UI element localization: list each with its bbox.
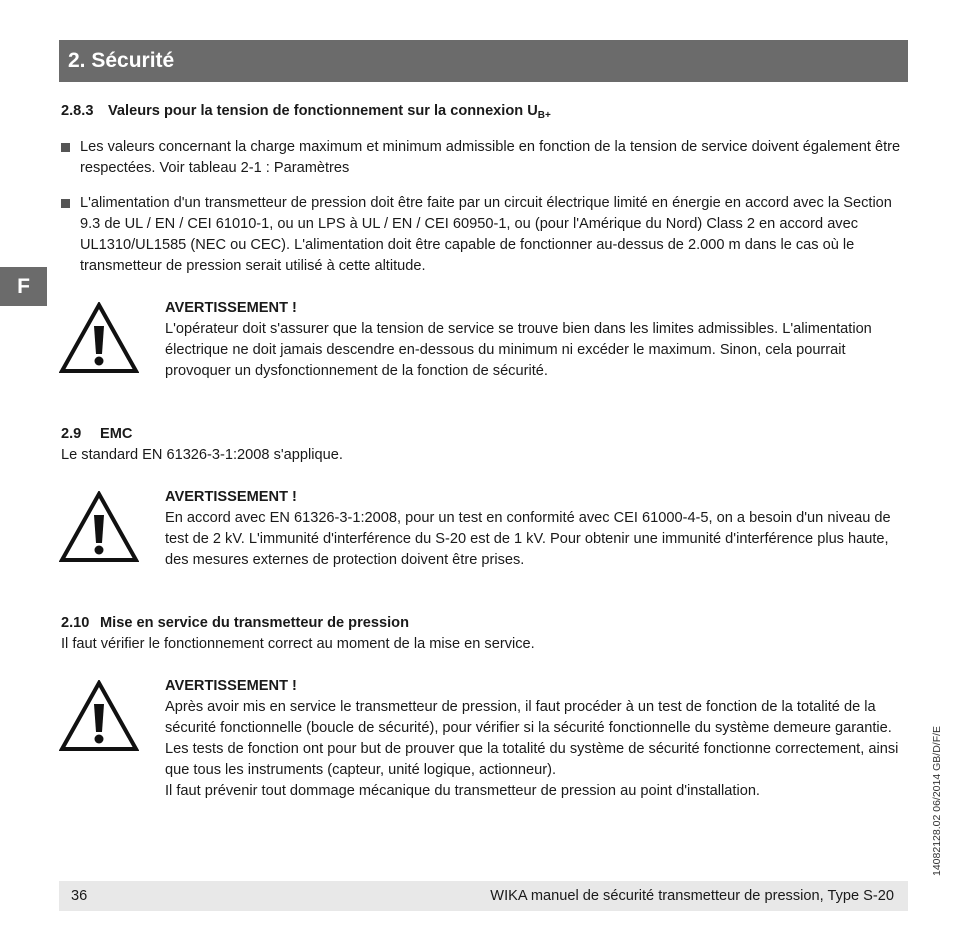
section-title: EMC (100, 426, 133, 442)
warning-text: Après avoir mis en service le transmetteur de pression, il faut procéder à un test de fonction de la totalité de la sécurité fonctionnelle (boucle de sécurité), pour vérifier si la sécurité fonctionnelle du système demeure garantie. Les tests de fonction ont pour but de prouver que la totalité du système de sécurité fonctionne correctement, ainsi que tous les instruments (capteur, unité logique, actionneur). (165, 699, 899, 778)
warning-text: L'opérateur doit s'assurer que la tension de service se trouve bien dans les limites admissibles. L'alimentation électrique ne doit jamais descendre en-dessous du minimum ni excéder le maximum. Sinon, cela pourrait provoquer un dysfonctionnement de la fonction de sécurité. (165, 321, 872, 379)
section-heading-2-10 (61, 613, 409, 634)
document-code: 14082128.02 06/2014 GB/D/F/E (931, 725, 943, 876)
chapter-header (59, 40, 908, 82)
section-title: Mise en service du transmetteur de pression (100, 615, 410, 631)
warning-block (165, 298, 906, 382)
bullet-square-icon (61, 143, 70, 152)
chapter-title: 2. Sécurité (68, 49, 175, 72)
warning-triangle-icon (59, 491, 139, 563)
section-heading-2-9 (61, 424, 132, 445)
language-tab (0, 267, 47, 306)
warning-triangle-icon (59, 680, 139, 752)
warning-title: AVERTISSEMENT ! (165, 489, 297, 505)
section-text: Le standard EN 61326-3-1:2008 s'applique. (61, 447, 343, 463)
warning-triangle-icon (59, 302, 139, 374)
warning-block (165, 676, 906, 802)
warning-title: AVERTISSEMENT ! (165, 300, 297, 316)
bullet-text: L'alimentation d'un transmetteur de pression doit être faite par un circuit électrique limité en énergie en accord avec la Section 9.3 de UL / EN / CEI 61010-1, ou un LPS à UL / EN / CEI 60950-1, ou (pour l'Amérique du Nord) Class 2 en accord avec UL1310/UL1585 (NEC ou CEC). L'alimentation doit être capable de fonctionner au-dessus de 2.000 m dans le cas où le transmetteur de pression serait utilisé à cette altitude. (80, 195, 892, 274)
section-number: 2.10 (61, 615, 90, 631)
language-tab-label: F (17, 275, 30, 298)
section-text: Il faut vérifier le fonctionnement correct au moment de la mise en service. (61, 636, 535, 652)
section-number: 2.8.3 (61, 103, 94, 119)
section-title-subscript: B+ (537, 110, 551, 121)
warning-block (165, 487, 906, 571)
page-footer (59, 881, 908, 911)
warning-text: En accord avec EN 61326-3-1:2008, pour un test en conformité avec CEI 61000-4-5, on a besoin d'un niveau de test de 2 kV. L'immunité d'interférence du S-20 est de 1 kV. Pour obtenir une immunité d'interférence plus haute, des mesures externes de protection doivent être prises. (165, 510, 891, 568)
page-number: 36 (71, 888, 88, 904)
bullet-item (61, 137, 906, 179)
bullet-item (61, 193, 906, 277)
warning-text-extra: Il faut prévenir tout dommage mécanique du transmetteur de pression au point d'installation. (165, 783, 760, 799)
bullet-text: Les valeurs concernant la charge maximum et minimum admissible en fonction de la tension de service doivent également être respectées. Voir tableau 2-1 : Paramètres (80, 139, 901, 176)
section-heading-2-8-3 (61, 101, 551, 122)
section-number: 2.9 (61, 426, 82, 442)
bullet-square-icon (61, 199, 70, 208)
document-title: WIKA manuel de sécurité transmetteur de pression, Type S-20 (490, 888, 894, 904)
warning-title: AVERTISSEMENT ! (165, 678, 297, 694)
section-title: Valeurs pour la tension de fonctionnement sur la connexion U (108, 103, 538, 119)
